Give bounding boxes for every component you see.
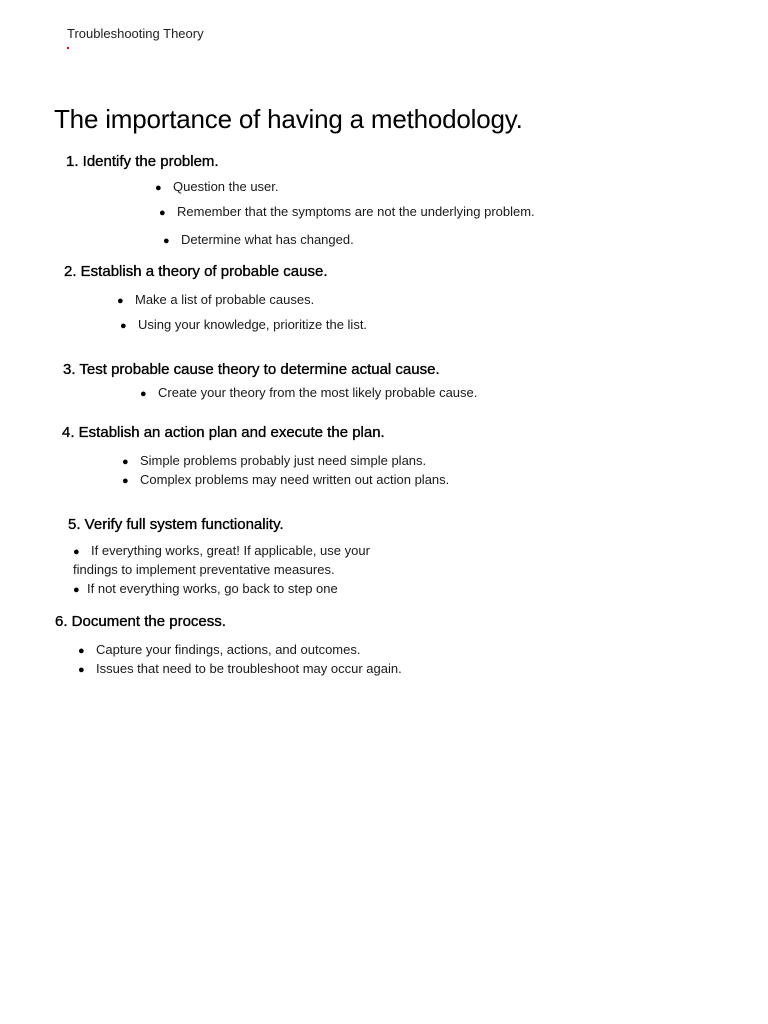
step-2-bullet-1 [117, 292, 314, 307]
page-title: The importance of having a methodology. [54, 104, 523, 134]
step-1-bullet-3 [163, 232, 354, 247]
step-4-bullet-1 [122, 453, 426, 468]
bullet-text: Issues that need to be troubleshoot may occur again. [96, 661, 402, 676]
step-5-heading: 5. Verify full system functionality. [68, 516, 284, 533]
step-4-heading: 4. Establish an action plan and execute the plan. [62, 424, 385, 441]
bullet-text: Capture your findings, actions, and outcomes. [96, 642, 361, 657]
step-1-bullet-2 [159, 204, 535, 219]
bullet-text: Using your knowledge, prioritize the list. [138, 317, 368, 332]
bullet-icon: ● [122, 456, 129, 468]
bullet-icon: ● [155, 182, 162, 194]
bullet-icon: ● [78, 664, 85, 676]
step-4-bullet-2 [122, 472, 449, 487]
step-6-bullet-1 [78, 642, 360, 657]
step-6-heading: 6. Document the process. [55, 613, 226, 630]
running-header-title: Troubleshooting Theory [67, 26, 204, 41]
step-5-bullet-1-continuation: findings to implement preventative measures. [73, 562, 335, 577]
bullet-text: If everything works, great! If applicable, use your [91, 543, 370, 558]
bullet-text: Complex problems may need written out action plans. [140, 472, 450, 487]
bullet-icon: ● [163, 235, 170, 247]
bullet-icon: ● [78, 645, 85, 657]
bullet-icon: ● [140, 388, 147, 400]
step-5-bullet-2 [73, 581, 338, 596]
step-2-bullet-2 [120, 317, 367, 332]
step-1-bullet-1 [155, 179, 279, 194]
bullet-text: Remember that the symptoms are not the underlying problem. [177, 204, 535, 219]
bullet-icon: ● [120, 320, 127, 332]
step-3-heading: 3. Test probable cause theory to determine actual cause. [63, 361, 440, 378]
bullet-text: Create your theory from the most likely probable cause. [158, 385, 478, 400]
bullet-text: Make a list of probable causes. [135, 292, 315, 307]
bullet-icon: ● [117, 295, 124, 307]
step-1-heading: 1. Identify the problem. [66, 153, 219, 170]
bullet-text: If not everything works, go back to step one [87, 581, 338, 596]
bullet-text: Determine what has changed. [181, 232, 354, 247]
red-marker [67, 47, 69, 49]
step-5-bullet-1 [73, 543, 370, 558]
step-2-heading: 2. Establish a theory of probable cause. [64, 263, 328, 280]
step-6-bullet-2 [78, 661, 402, 676]
bullet-text: Simple problems probably just need simple plans. [140, 453, 427, 468]
bullet-icon: ● [159, 207, 166, 219]
bullet-text: Question the user. [173, 179, 279, 194]
bullet-icon: ● [73, 584, 80, 596]
bullet-icon: ● [122, 475, 129, 487]
step-3-bullet-1 [140, 385, 477, 400]
bullet-icon: ● [73, 546, 80, 558]
